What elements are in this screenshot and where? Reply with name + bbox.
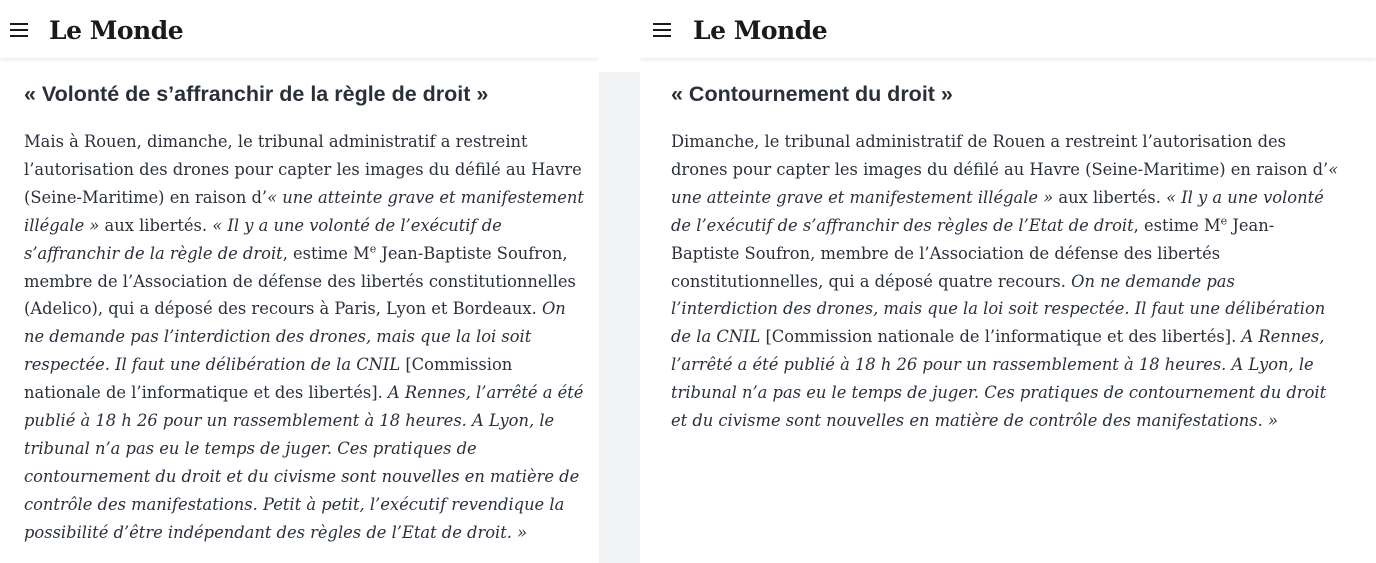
le-monde-logo[interactable]: Le Monde [49, 16, 184, 45]
header-bar [640, 0, 1376, 58]
hamburger-menu-icon[interactable] [653, 23, 671, 37]
article-content [24, 72, 584, 547]
body-text: [Commission nationale de l’informatique et des libertés]. [24, 355, 513, 403]
quote-text: On ne demande pas l’interdiction des drones, mais que la loi soit respectée. Il faut une délibération de la CNIL [24, 299, 566, 375]
section-heading: « Contournement du droit » [671, 82, 953, 106]
hamburger-menu-icon[interactable] [10, 23, 28, 37]
quote-text: « une atteinte grave et manifestement illégale » [671, 159, 1339, 207]
header-bar [0, 0, 599, 58]
section-heading: « Volonté de s’affranchir de la règle de droit » [24, 82, 489, 106]
body-text: Jean-Baptiste Soufron, membre de l’Association de défense des libertés constitutionnelles, qui a déposé quatre recours. [671, 215, 1275, 291]
body-text: Mais à Rouen, dimanche, le tribunal administratif a restreint l’autorisation des drones pour capter les images du défilé au Havre (Seine-Maritime) en raison d’ [24, 132, 582, 207]
body-text: , estime M [1133, 215, 1221, 235]
superscript-text: e [1220, 214, 1228, 228]
left-article-panel [0, 0, 599, 563]
quote-text: « Il y a une volonté de l’exécutif de s’affranchir de la règle de droit [24, 215, 502, 263]
body-text: [Commission nationale de l’informatique et des libertés]. [760, 327, 1242, 347]
body-text: aux libertés. [1053, 187, 1167, 207]
quote-text: « une atteinte grave et manifestement illégale » [24, 187, 584, 235]
body-text: Jean-Baptiste Soufron, membre de l’Association de défense des libertés constitutionnelles (Adelico), qui a déposé des recours à Paris, Lyon et Bordeaux. [24, 243, 576, 319]
body-text: aux libertés. [99, 215, 213, 235]
quote-text: A Rennes, l’arrêté a été publié à 18 h 26 pour un rassemblement à 18 heures. A Lyon, le tribunal n’a pas eu le temps de juger. Ces pratiques de contournement du droit et du civisme sont nouvelles en matière de contrôle des manifestations. Petit à petit, l’exécutif revendique la possibilité d’être indépendant des règles de l’Etat de droit. » [24, 383, 584, 542]
article-content [671, 72, 1341, 435]
article-paragraph [671, 128, 1341, 435]
right-article-panel [640, 0, 1376, 563]
split-divider [599, 72, 640, 563]
superscript-text: e [369, 242, 377, 256]
quote-text: On ne demande pas l’interdiction des drones, mais que la loi soit respectée. Il faut une délibération de la CNIL [671, 271, 1326, 347]
body-text: Dimanche, le tribunal administratif de Rouen a restreint l’autorisation des drones pour capter les images du défilé au Havre (Seine-Maritime) en raison d’ [671, 132, 1329, 179]
le-monde-logo[interactable]: Le Monde [693, 16, 828, 45]
quote-text: A Rennes, l’arrêté a été publié à 18 h 26 pour un rassemblement à 18 heures. A Lyon, le tribunal n’a pas eu le temps de juger. Ces pratiques de contournement du droit et du civisme sont nouvelles en matière de contrôle des manifestations. » [671, 327, 1327, 431]
body-text: , estime M [282, 243, 370, 263]
quote-text: « Il y a une volonté de l’exécutif de s’affranchir des règles de l’Etat de droit [671, 187, 1324, 235]
article-paragraph [24, 128, 584, 547]
